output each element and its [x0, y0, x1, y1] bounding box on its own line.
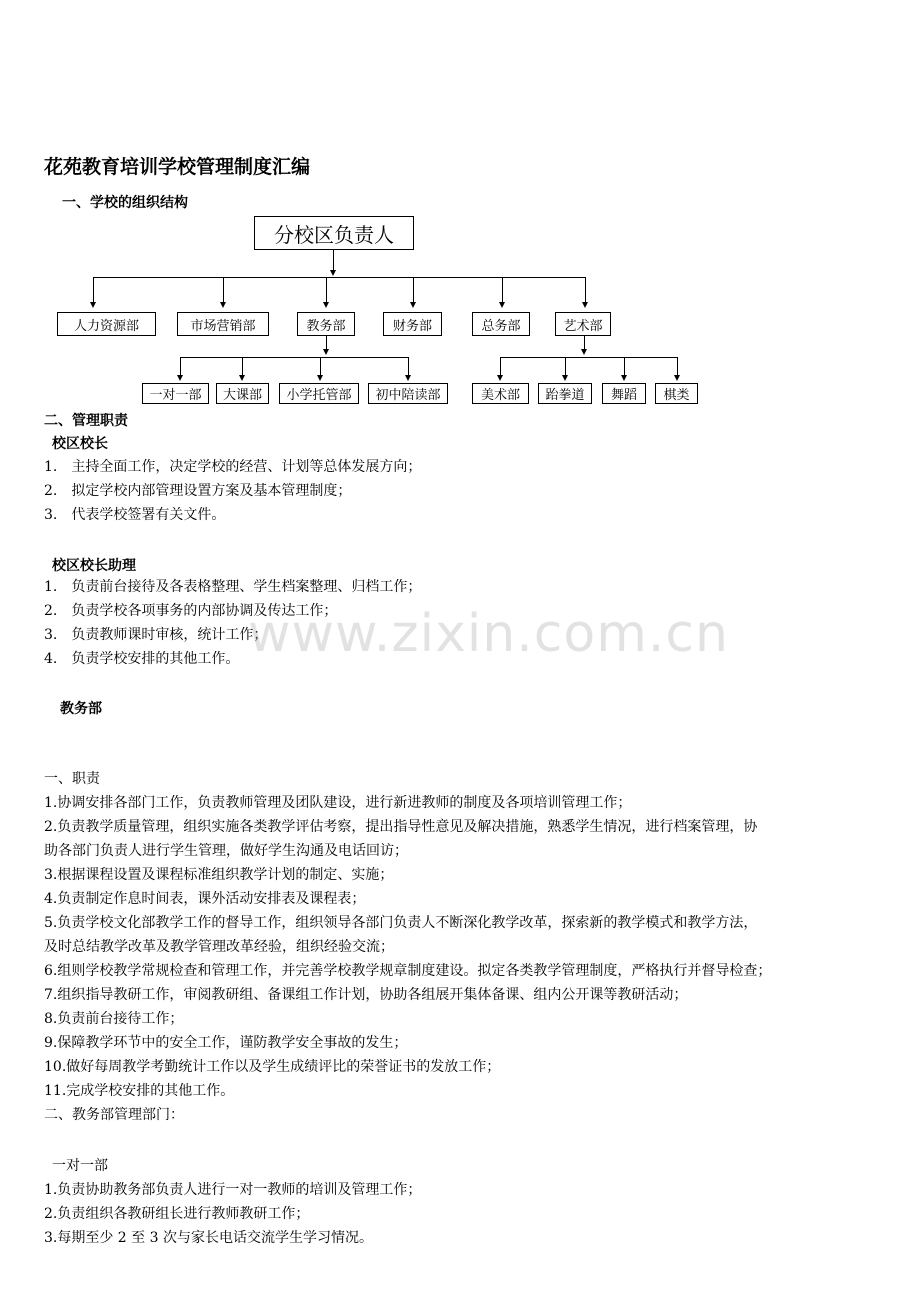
edu-duty-line: 11.完成学校安排的其他工作。: [44, 1083, 235, 1099]
edu-duty-line: 3.根据课程设置及课程标准组织教学计划的制定、实施；: [44, 867, 394, 883]
org-dept-general-affairs: 总务部: [472, 312, 530, 336]
edu-duty-line: 1.协调安排各部门工作，负责教师管理及团队建设，进行新进教师的制度及各项培训管理工作；: [44, 795, 632, 811]
document-title: 花苑教育培训学校管理制度汇编: [44, 156, 311, 178]
edu-mgmt-heading: 二、教务部管理部门：: [44, 1107, 184, 1123]
one-on-one-item: 3.每期至少 2 至 3 次与家长电话交流学生学习情况。: [44, 1230, 373, 1246]
edu-dept-heading: 教务部: [60, 701, 102, 717]
org-dept-academic: 教务部: [297, 312, 355, 336]
principal-item: 3. 代表学校签署有关文件。: [44, 507, 226, 523]
edu-duty-line: 8.负责前台接待工作；: [44, 1011, 184, 1027]
org-dept-marketing: 市场营销部: [177, 312, 269, 336]
edu-duty-line: 2.负责教学质量管理，组织实施各类教学评估考察，提出指导性意见及解决措施，熟悉学生情况，进行档案管理，协: [44, 819, 758, 835]
assistant-item: 3. 负责教师课时审核，统计工作；: [44, 627, 268, 643]
edu-duty-heading: 一、职责: [44, 771, 100, 787]
principal-item: 1. 主持全面工作，决定学校的经营、计划等总体发展方向；: [44, 459, 422, 475]
org-dept-hr: 人力资源部: [57, 312, 156, 336]
assistant-item: 1. 负责前台接待及各表格整理、学生档案整理、归档工作；: [44, 579, 422, 595]
org-sub-large-class: 大课部: [216, 383, 269, 404]
org-dept-arts: 艺术部: [555, 312, 611, 336]
org-sub-primary-care: 小学托管部: [279, 383, 359, 404]
org-sub-dance: 舞蹈: [602, 383, 646, 404]
principal-heading: 校区校长: [52, 436, 108, 452]
org-sub-taekwondo: 跆拳道: [538, 383, 592, 404]
edu-duty-line: 助各部门负责人进行学生管理，做好学生沟通及电话回访；: [44, 843, 408, 859]
org-sub-chess: 棋类: [655, 383, 698, 404]
org-sub-fine-arts: 美术部: [472, 383, 529, 404]
principal-item: 2. 拟定学校内部管理设置方案及基本管理制度；: [44, 483, 352, 499]
one-on-one-item: 1.负责协助教务部负责人进行一对一教师的培训及管理工作；: [44, 1182, 422, 1198]
watermark-text: www.zixin.com.cn: [248, 604, 729, 664]
org-dept-finance: 财务部: [383, 312, 442, 336]
edu-duty-line: 4.负责制定作息时间表，课外活动安排表及课程表；: [44, 891, 366, 907]
edu-duty-line: 10.做好每周教学考勤统计工作以及学生成绩评比的荣誉证书的发放工作；: [44, 1059, 501, 1075]
edu-duty-line: 5.负责学校文化部教学工作的督导工作，组织领导各部门负责人不断深化教学改革，探索新的教学模式和教学方法，: [44, 915, 758, 931]
assistant-item: 4. 负责学校安排的其他工作。: [44, 651, 240, 667]
edu-duty-line: 6.组则学校教学常规检查和管理工作，并完善学校教学规章制度建设。拟定各类教学管理制度，严格执行并督导检查；: [44, 963, 772, 979]
assistant-heading: 校区校长助理: [52, 558, 136, 574]
org-sub-one-on-one: 一对一部: [142, 383, 209, 404]
edu-duty-line: 及时总结教学改革及教学管理改革经验，组织经验交流；: [44, 939, 394, 955]
assistant-item: 2. 负责学校各项事务的内部协调及传达工作；: [44, 603, 338, 619]
section-org-structure-heading: 一、学校的组织结构: [62, 195, 188, 211]
one-on-one-heading: 一对一部: [52, 1158, 108, 1174]
one-on-one-item: 2.负责组织各教研组长进行教师教研工作；: [44, 1206, 310, 1222]
edu-duty-line: 9.保障教学环节中的安全工作，谨防教学安全事故的发生；: [44, 1035, 408, 1051]
org-sub-junior-study: 初中陪读部: [368, 383, 448, 404]
section-duties-heading: 二、管理职责: [44, 413, 128, 429]
org-root-box: 分校区负责人: [254, 216, 414, 250]
edu-duty-line: 7.组织指导教研工作，审阅教研组、备课组工作计划，协助各组展开集体备课、组内公开课等教研活动；: [44, 987, 688, 1003]
